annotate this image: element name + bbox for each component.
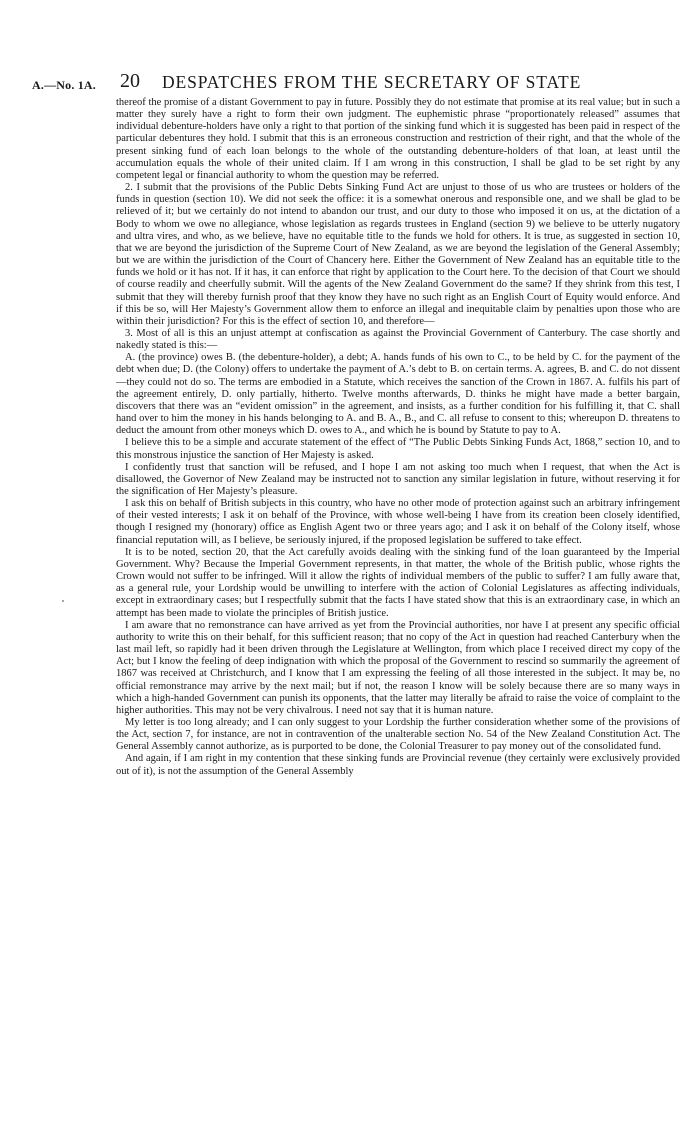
paragraph: My letter is too long already; and I can only suggest to your Lordship the further consideration whether some of the provisions of the Act, section 7, for instance, are not in contravention of the unalterable section No. 54 of the New Zealand Constitution Act. The General Assembly cannot authorize, as is purported to be done, the Colonial Treasurer to pay money out of the consolidated fund.: [116, 716, 680, 753]
paragraph: I confidently trust that sanction will be refused, and I hope I am not asking too much when I request, that when the Act is disallowed, the Governor of New Zealand may be instructed not to sanction any similar legislation in future, without reserving it for the signification of Her Majesty’s pleasure.: [116, 461, 680, 497]
running-title: DESPATCHES FROM THE SECRETARY OF STATE: [162, 72, 582, 92]
paragraph: I believe this to be a simple and accurate statement of the effect of “The Public Debts Sinking Funds Act, 1868,” section 10, and to this monstrous injustice the sanction of Her Majesty is asked.: [116, 437, 680, 461]
margin-mark: [62, 600, 64, 602]
document-reference: A.—No. 1A.: [32, 78, 96, 92]
paragraph: 2. I submit that the provisions of the Public Debts Sinking Fund Act are unjust to those of us who are trustees or holders of the funds in question (section 10). We did not seek the office: it is a somewhat onerous and responsible one, and we shall be glad to be relieved of it; but we certainly do not intend to abandon our trust, and our duty to those who imposed it on us, at the dictation of a Body to whom we owe no allegiance, whose legislation as regards trustees in England (section 9) we believe to be utterly nugatory and ultra vires, and who, as we believe, have no equitable title to the funds we hold for others. It is true, as suggested in section 10, that we are beyond the jurisdiction of the Supreme Court of New Zealand, as we are beyond the legislation of the General Assembly; but we are within the jurisdiction of the Court of Chancery here. Either the Government of New Zealand has an equitable title to the funds we hold or it has not. If it has, it can enforce that right by application to the Court here. To the decision of that Court we should of course readily and cheerfully submit. Will the agents of the New Zealand Government do the same? If they shrink from this test, I submit that they will thereby furnish proof that they know they have no such right as an English Court of Equity would enforce. And if this be so, will Her Majesty’s Government allow them to enforce an illegal and inequitable claim by penalties upon those who are within their jurisdiction? For this is the effect of section 10, and therefore—: [116, 182, 680, 327]
paragraph: It is to be noted, section 20, that the Act carefully avoids dealing with the sinking fund of the loan guaranteed by the Imperial Government. Why? Because the Imperial Government represents, in that matter, the whole of the British public, whose rights the Crown would not suffer to be infringed. Will it allow the rights of individual members of the public to suffer? I am fully aware that, as a general rule, your Lordship would be unwilling to interfere with the action of Colonial Legislatures as affecting individuals, except in extraordinary cases; but I respectfully submit that the facts I have stated show that this is an extraordinary case, in which an attempt has been made to violate the principles of British justice.: [116, 546, 680, 619]
page-header: [32, 70, 672, 96]
paragraph: I am aware that no remonstrance can have arrived as yet from the Provincial authorities, nor have I at present any specific official authority to write this on their behalf, for this sufficient reason; that no copy of the Act in question had reached Canterbury when the last mail left, so rapidly had it been driven through the Legislature at Wellington, from which place I received direct my copy of the Act; but I know the feeling of deep indignation with which the proposal of the Government to rescind so summarily the agreement of 1867 was received at Christchurch, and I know that I am expressing the feeling of all those interested in the subject. It may be, no official remonstrance may arrive by the next mail; but if not, the reason I know will be solely because there are so many ways in which a high-handed Government can punish its opponents, that the latter may literally be afraid to raise the voice of complaint to the higher authorities. This may not be very chivalrous. I need not say that it is human nature.: [116, 619, 680, 716]
paragraph: thereof the promise of a distant Government to pay in future. Possibly they do not estimate that promise at its real value; but in such a matter they surely have a right to form their own judgment. The euphemistic phrase “proportionately released” assumes that individual debenture-holders have only a right to that portion of the sinking fund which it is suggested has been paid in respect of the particular debentures they hold. I submit that this is an erroneous construction and restriction of their right, and that the whole of the present sinking fund of each loan belongs to the whole of the outstanding debenture-holders of that loan, at least until the accumulation equals the whole of their united claim. If I am wrong in this construction, I shall be glad to be set right by any competent legal or financial authority to whom the question may be referred.: [116, 97, 680, 181]
paragraph: And again, if I am right in my contention that these sinking funds are Provincial revenue (they certainly were exclusively provided out of it), is not the assumption of the General Assembly: [116, 753, 680, 777]
paragraph: I ask this on behalf of British subjects in this country, who have no other mode of protection against such an arbitrary infringement of their vested interests; I ask it on behalf of the Province, with whose well-being I have from its creation been closely identified, though I resigned my (honorary) office as English Agent two or three years ago; and I ask it on behalf of the Colony itself, whose financial reputation will, as I believe, be seriously injured, if the proposed legislation be suffered to take effect.: [116, 498, 680, 546]
paragraph: A. (the province) owes B. (the debenture-holder), a debt; A. hands funds of his own to C., to be held by C. for the payment of the debt when due; D. (the Colony) offers to undertake the payment of A.’s debt to B. on certain terms. A. agrees, B. and C. do not dissent—they could not do so. The terms are embodied in a Statute, which receives the sanction of the Crown in 1867. A. fulfils his part of the agreement entirely, D. only partially, hitherto. Twelve months afterwards, D. thinks he might have made a better bargain, discovers that there was an “evident omission” in the agreement, and insists, as a further condition for his fulfilling it, that C. shall hand over to him the money in his hands belonging to A. and B. A., B., and C. all refuse to consent to this; whereupon D. threatens to deduct the amount from other moneys which D. owes to A., and which he is bound by Statute to pay to A.: [116, 352, 680, 437]
body-text: [116, 97, 680, 778]
paragraph: 3. Most of all is this an unjust attempt at confiscation as against the Provincial Government of Canterbury. The case shortly and nakedly stated is this:—: [116, 327, 680, 352]
page-number: 20: [120, 70, 140, 92]
